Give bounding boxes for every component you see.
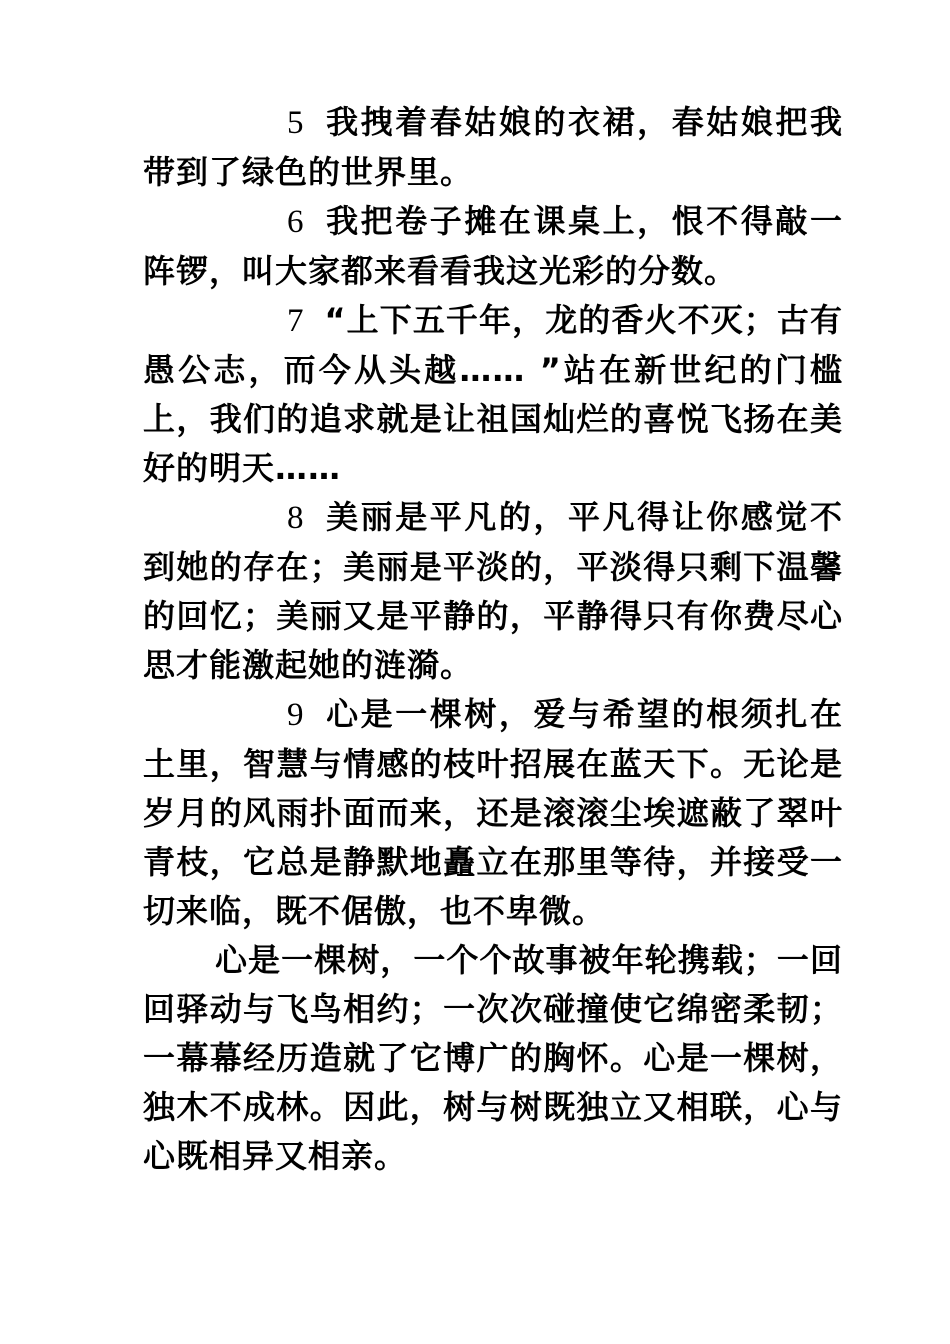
- paragraph-number: 9: [287, 697, 305, 733]
- paragraph-6: [143, 197, 843, 296]
- paragraph-9: [143, 690, 843, 936]
- paragraph-number: 6: [287, 204, 305, 240]
- paragraph-number: 5: [287, 105, 305, 141]
- paragraph-8: [143, 493, 843, 690]
- paragraph-number: 7: [287, 303, 305, 339]
- paragraph-text: 心是一棵树，爱与希望的根须扎在土里，智慧与情感的枝叶招展在蓝天下。无论是岁月的风雨扑面而来，还是滚滚尘埃遮蔽了翠叶青枝，它总是静默地矗立在那里等待，并接受一切来临，既不倨傲，也不卑微。: [143, 695, 843, 930]
- document-body: [143, 98, 843, 1181]
- paragraph-text: “上下五千年，龙的香火不灭；古有愚公志，而今从头越…… ”站在新世纪的门槛上，我们的追求就是让祖国灿烂的喜悦飞扬在美好的明天……: [143, 301, 843, 487]
- paragraph-7: [143, 296, 843, 493]
- paragraph-9-continued: [143, 936, 843, 1181]
- paragraph-5: [143, 98, 843, 197]
- paragraph-text: 美丽是平凡的，平凡得让你感觉不到她的存在；美丽是平淡的，平淡得只剩下温馨的回忆；美丽又是平静的，平静得只有你费尽心思才能激起她的涟漪。: [143, 498, 843, 684]
- paragraph-number: 8: [287, 500, 305, 536]
- paragraph-text: 我把卷子摊在课桌上，恨不得敲一阵锣，叫大家都来看看我这光彩的分数。: [143, 202, 843, 290]
- paragraph-text: 我拽着春姑娘的衣裙，春姑娘把我带到了绿色的世界里。: [143, 103, 843, 191]
- paragraph-text: 心是一棵树，一个个故事被年轮携载；一回回驿动与飞鸟相约；一次次碰撞使它绵密柔韧；一幕幕经历造就了它博广的胸怀。心是一棵树，独木不成林。因此，树与树既独立又相联，心与心既相异又相亲。: [143, 941, 843, 1175]
